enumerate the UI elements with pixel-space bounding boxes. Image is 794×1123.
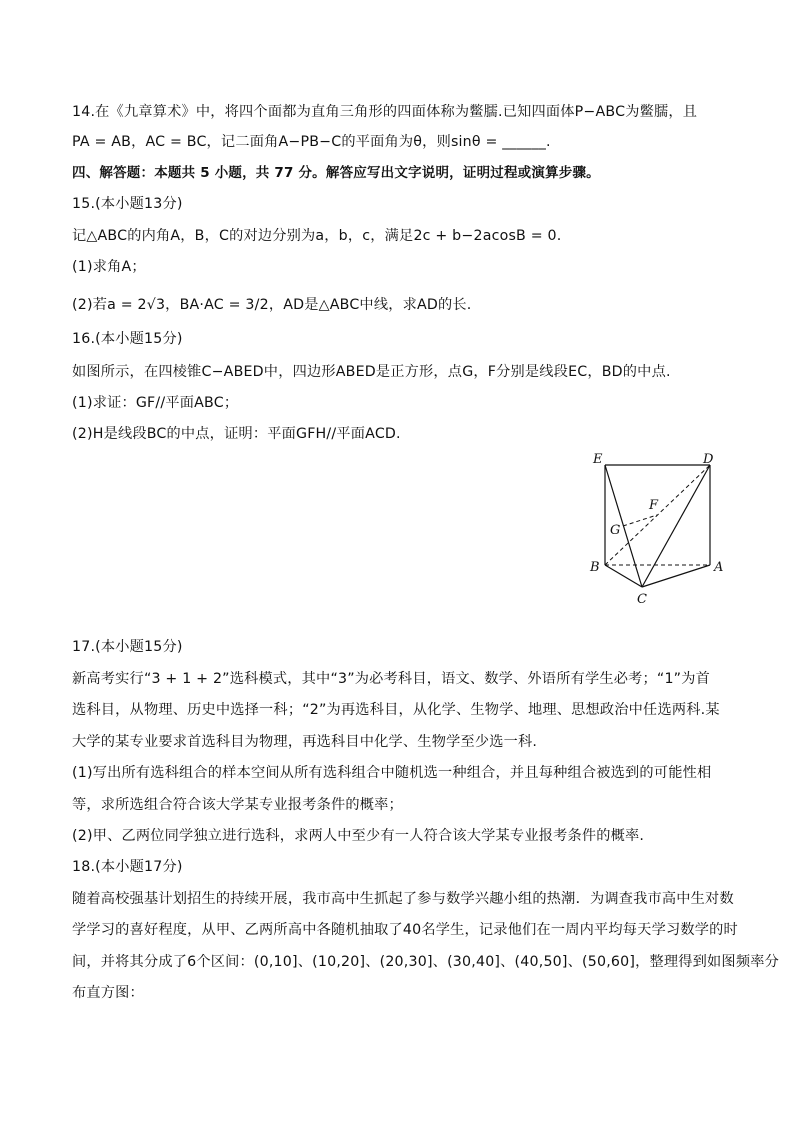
q17-title: 17.(本小题15分) [72,639,183,655]
q17-line-3: 大学的某专业要求首选科目为物理，再选科目中化学、生物学至少选一科. [72,734,538,750]
q15-part-2: (2)若a = 2√3，BA·AC = 3/2，AD是△ABC中线，求AD的长. [72,297,472,313]
q15-part-1: (1)求角A； [72,259,146,275]
q14-line-1: 14.在《九章算术》中，将四个面都为直角三角形的四面体称为鳖臑.已知四面体P−ABC为鳖臑，且 [72,104,698,120]
q17-line-1: 新高考实行“3 + 1 + 2”选科模式，其中“3”为必考科目，语文、数学、外语所有学生必考；“1”为首 [72,671,711,687]
label-B: B [590,560,600,575]
q17-line-5: 等，求所选组合符合该大学某专业报考条件的概率； [72,797,403,813]
label-A: A [714,560,724,575]
q16-part-1: (1)求证：GF//平面ABC； [72,395,239,411]
q18-title: 18.(本小题17分) [72,859,183,875]
label-C: C [637,592,647,607]
q15-stem: 记△ABC的内角A，B，C的对边分别为a，b，c，满足2c + b−2acosB = 0. [72,228,562,244]
q18-line-4: 布直方图： [72,985,144,1001]
q17-line-4: (1)写出所有选科组合的样本空间从所有选科组合中随机选一种组合，并且每种组合被选到的可能性相 [72,765,712,781]
pyramid-figure [580,445,750,610]
q17-line-6: (2)甲、乙两位同学独立进行选科，求两人中至少有一人符合该大学某专业报考条件的概率. [72,828,645,844]
label-D: D [703,452,714,467]
q16-title: 16.(本小题15分) [72,331,183,347]
q16-part-2: (2)H是线段BC的中点，证明：平面GFH//平面ACD. [72,426,401,442]
section-4-header: 四、解答题：本题共 5 小题，共 77 分。解答应写出文字说明，证明过程或演算步骤。 [72,165,600,181]
label-F: F [649,498,659,513]
q16-stem: 如图所示，在四棱锥C−ABED中，四边形ABED是正方形，点G，F分别是线段EC，BD的中点. [72,364,671,380]
q14-line-2: PA = AB，AC = BC，记二面角A−PB−C的平面角为θ，则sinθ = ______. [72,134,551,150]
q18-line-2: 学学习的喜好程度，从甲、乙两所高中各随机抽取了40名学生，记录他们在一周内平均每天学习数学的时 [72,922,738,938]
q18-line-1: 随着高校强基计划招生的持续开展，我市高中生抓起了参与数学兴趣小组的热潮．为调查我市高中生对数 [72,891,734,907]
label-G: G [610,523,621,538]
label-E: E [593,452,603,467]
q18-line-3: 间，并将其分成了6个区间：(0,10]、(10,20]、(20,30]、(30,40]、(40,50]、(50,60]，整理得到如图频率分 [72,954,779,970]
q17-line-2: 选科目，从物理、历史中选择一科；“2”为再选科目，从化学、生物学、地理、思想政治中任选两科.某 [72,702,720,718]
q15-title: 15.(本小题13分) [72,196,183,212]
